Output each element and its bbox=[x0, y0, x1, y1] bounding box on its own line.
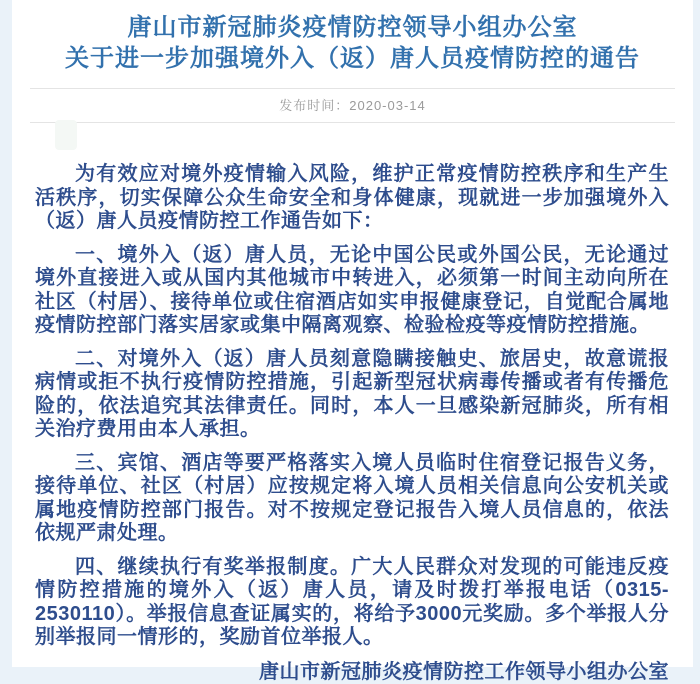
scan-smudge-artifact bbox=[55, 120, 77, 150]
intro-paragraph: 为有效应对境外疫情输入风险，维护正常疫情防控秩序和生产生活秩序，切实保障公众生命安全和身体健康，现就进一步加强境外入（返）唐人员疫情防控工作通告如下： bbox=[35, 163, 669, 232]
page-title-line-1: 唐山市新冠肺炎疫情防控领导小组办公室 bbox=[127, 14, 578, 41]
issuer-signature: 唐山市新冠肺炎疫情防控工作领导小组办公室 bbox=[259, 660, 669, 683]
article-content bbox=[12, 0, 693, 683]
paragraph-item-2: 二、对境外入（返）唐人员刻意隐瞒接触史、旅居史，故意谎报病情或拒不执行疫情防控措施，引起新型冠状病毒传播或者有传播危险的，依法追究其法律责任。同时，本人一旦感染新冠肺炎，所有相关治疗费用由本人承担。 bbox=[35, 347, 669, 440]
paragraph-item-1: 一、境外入（返）唐人员，无论中国公民或外国公民，无论通过境外直接进入或从国内其他城市中转进入，必须第一时间主动向所在社区（村居）、接待单位或住宿酒店如实申报健康登记，自觉配合属地疫情防控部门落实居家或集中隔离观察、检验检疫等疫情防控措施。 bbox=[35, 243, 669, 336]
page-title-line-2: 关于进一步加强境外入（返）唐人员疫情防控的通告 bbox=[65, 45, 640, 72]
paragraph-item-3: 三、宾馆、酒店等要严格落实入境人员临时住宿登记报告义务，接待单位、社区（村居）应按规定将入境人员相关信息向公安机关或属地疫情防控部门报告。对不按规定登记报告入境人员信息的，依法依规严肃处理。 bbox=[35, 451, 669, 544]
title-block bbox=[12, 0, 693, 80]
publish-time: 发布时间：2020-03-14 bbox=[279, 98, 426, 113]
notice-body bbox=[12, 123, 693, 650]
publish-meta-bar bbox=[30, 88, 675, 123]
paragraph-item-4: 四、继续执行有奖举报制度。广大人民群众对发现的可能违反疫情防控措施的境外入（返）唐人员，请及时拨打举报电话（0315-2530110）。举报信息查证属实的，将给予3000元奖励。多个举报人分别举报同一情形的，奖励首位举报人。 bbox=[35, 555, 669, 648]
